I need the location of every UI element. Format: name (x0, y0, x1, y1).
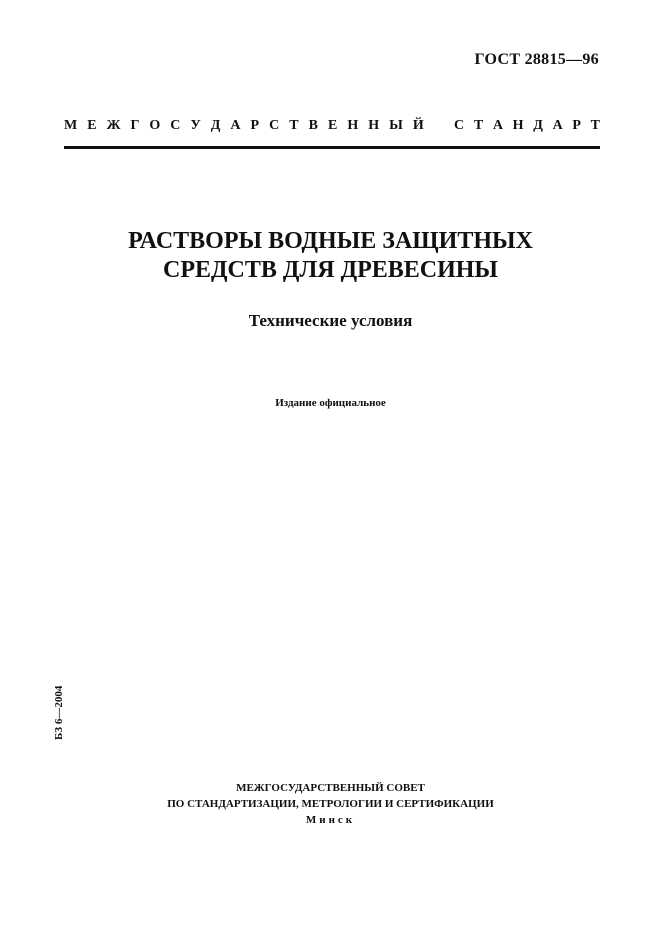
document-title (0, 227, 661, 285)
side-code: БЗ 6—2004 (53, 685, 65, 740)
publisher-line-1: МЕЖГОСУДАРСТВЕННЫЙ СОВЕТ (236, 782, 425, 794)
title-line-1: РАСТВОРЫ ВОДНЫЕ ЗАЩИТНЫХ (128, 228, 533, 254)
title-line-2: СРЕДСТВ ДЛЯ ДРЕВЕСИНЫ (162, 257, 498, 283)
edition-note: Издание официальное (275, 397, 386, 409)
publisher-block (0, 780, 661, 828)
publisher-city: Минск (305, 814, 356, 826)
banner-word: М Е Ж Г О С У Д А Р С Т В Е Н Н Ы Й (64, 118, 424, 133)
banner-word: С Т А Н Д А Р Т (454, 118, 600, 133)
standard-type-banner (64, 118, 600, 134)
header-rule (64, 146, 600, 149)
publisher-line-2: ПО СТАНДАРТИЗАЦИИ, МЕТРОЛОГИИ И СЕРТИФИКАЦИИ (167, 798, 494, 810)
document-code: ГОСТ 28815—96 (474, 51, 599, 68)
document-subtitle: Технические условия (248, 311, 413, 330)
